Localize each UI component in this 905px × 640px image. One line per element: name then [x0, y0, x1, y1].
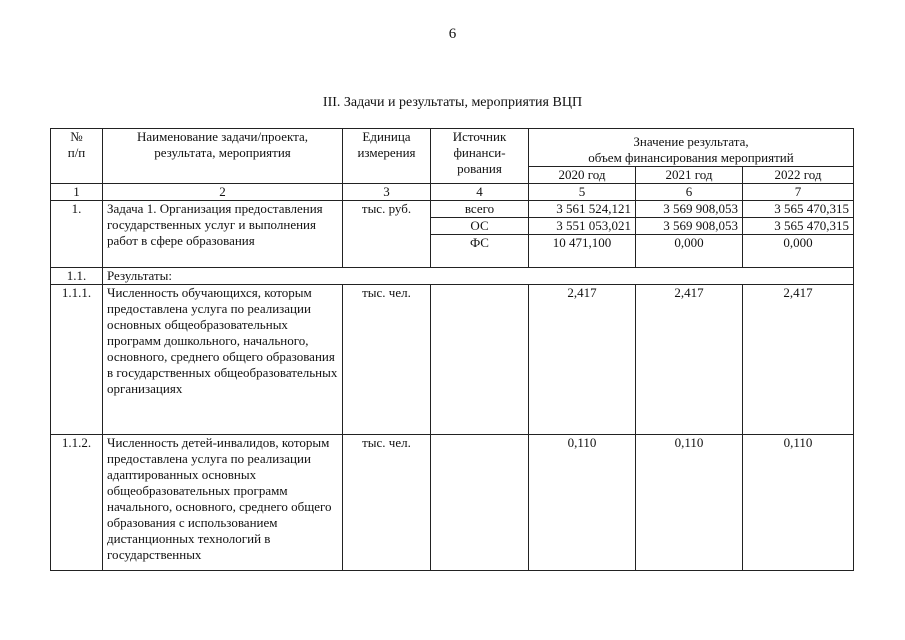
- empty-cell: [431, 285, 529, 435]
- funding-value: 10 471,100: [529, 235, 636, 252]
- result-value-2020: 2,417: [529, 285, 636, 435]
- result-num: 1.1.2.: [51, 435, 103, 571]
- result-unit: тыс. чел.: [343, 285, 431, 435]
- col-number: 5: [529, 184, 636, 201]
- result-name: Численность детей-инвалидов, которым предоставлена услуга по реализации адаптированных основных общеобразовательных программ начального, основного, среднего общего образования с использованием дистанционных технологий в государственных: [103, 435, 343, 571]
- task-name: Задача 1. Организация предоставления государственных услуг и выполнения работ в сфере образования: [103, 201, 343, 268]
- empty-cell: [743, 252, 854, 268]
- result-num: 1.1.1.: [51, 285, 103, 435]
- funding-source: ОС: [431, 218, 529, 235]
- col-number: 6: [636, 184, 743, 201]
- funding-value: 3 569 908,053: [636, 218, 743, 235]
- header-year-2022: 2022 год: [743, 167, 854, 184]
- header-name: Наименование задачи/проекта, результата, мероприятия: [103, 129, 343, 184]
- header-value: Значение результата, объем финансирования мероприятий: [529, 129, 854, 167]
- header-unit: Единица измерения: [343, 129, 431, 184]
- col-number: 2: [103, 184, 343, 201]
- result-value-2020: 0,110: [529, 435, 636, 571]
- section-title: III. Задачи и результаты, мероприятия ВЦП: [322, 95, 583, 110]
- col-number: 7: [743, 184, 854, 201]
- result-value-2022: 2,417: [743, 285, 854, 435]
- header-year-2021: 2021 год: [636, 167, 743, 184]
- page-number: 6: [448, 26, 457, 42]
- funding-value: 3 565 470,315: [743, 218, 854, 235]
- result-unit: тыс. чел.: [343, 435, 431, 571]
- result-value-2021: 0,110: [636, 435, 743, 571]
- empty-cell: [529, 252, 636, 268]
- empty-cell: [636, 252, 743, 268]
- result-value-2022: 0,110: [743, 435, 854, 571]
- empty-cell: [431, 435, 529, 571]
- task-unit: тыс. руб.: [343, 201, 431, 268]
- funding-source: всего: [431, 201, 529, 218]
- empty-cell: [431, 252, 529, 268]
- results-label: Результаты:: [103, 268, 854, 285]
- funding-value: 3 561 524,121: [529, 201, 636, 218]
- funding-value: 3 551 053,021: [529, 218, 636, 235]
- results-table: [50, 128, 854, 571]
- result-value-2021: 2,417: [636, 285, 743, 435]
- funding-value: 0,000: [743, 235, 854, 252]
- col-number: 3: [343, 184, 431, 201]
- header-year-2020: 2020 год: [529, 167, 636, 184]
- funding-value: 0,000: [636, 235, 743, 252]
- funding-source: ФС: [431, 235, 529, 252]
- col-number: 1: [51, 184, 103, 201]
- header-num: № п/п: [51, 129, 103, 184]
- header-source: Источник финанси- рования: [431, 129, 529, 184]
- funding-value: 3 565 470,315: [743, 201, 854, 218]
- results-num: 1.1.: [51, 268, 103, 285]
- result-name: Численность обучающихся, которым предоставлена услуга по реализации основных общеобразовательных программ дошкольного, начального, основного, среднего общего образования в государственных общеобразовательных организациях: [103, 285, 343, 435]
- col-number: 4: [431, 184, 529, 201]
- funding-value: 3 569 908,053: [636, 201, 743, 218]
- task-num: 1.: [51, 201, 103, 268]
